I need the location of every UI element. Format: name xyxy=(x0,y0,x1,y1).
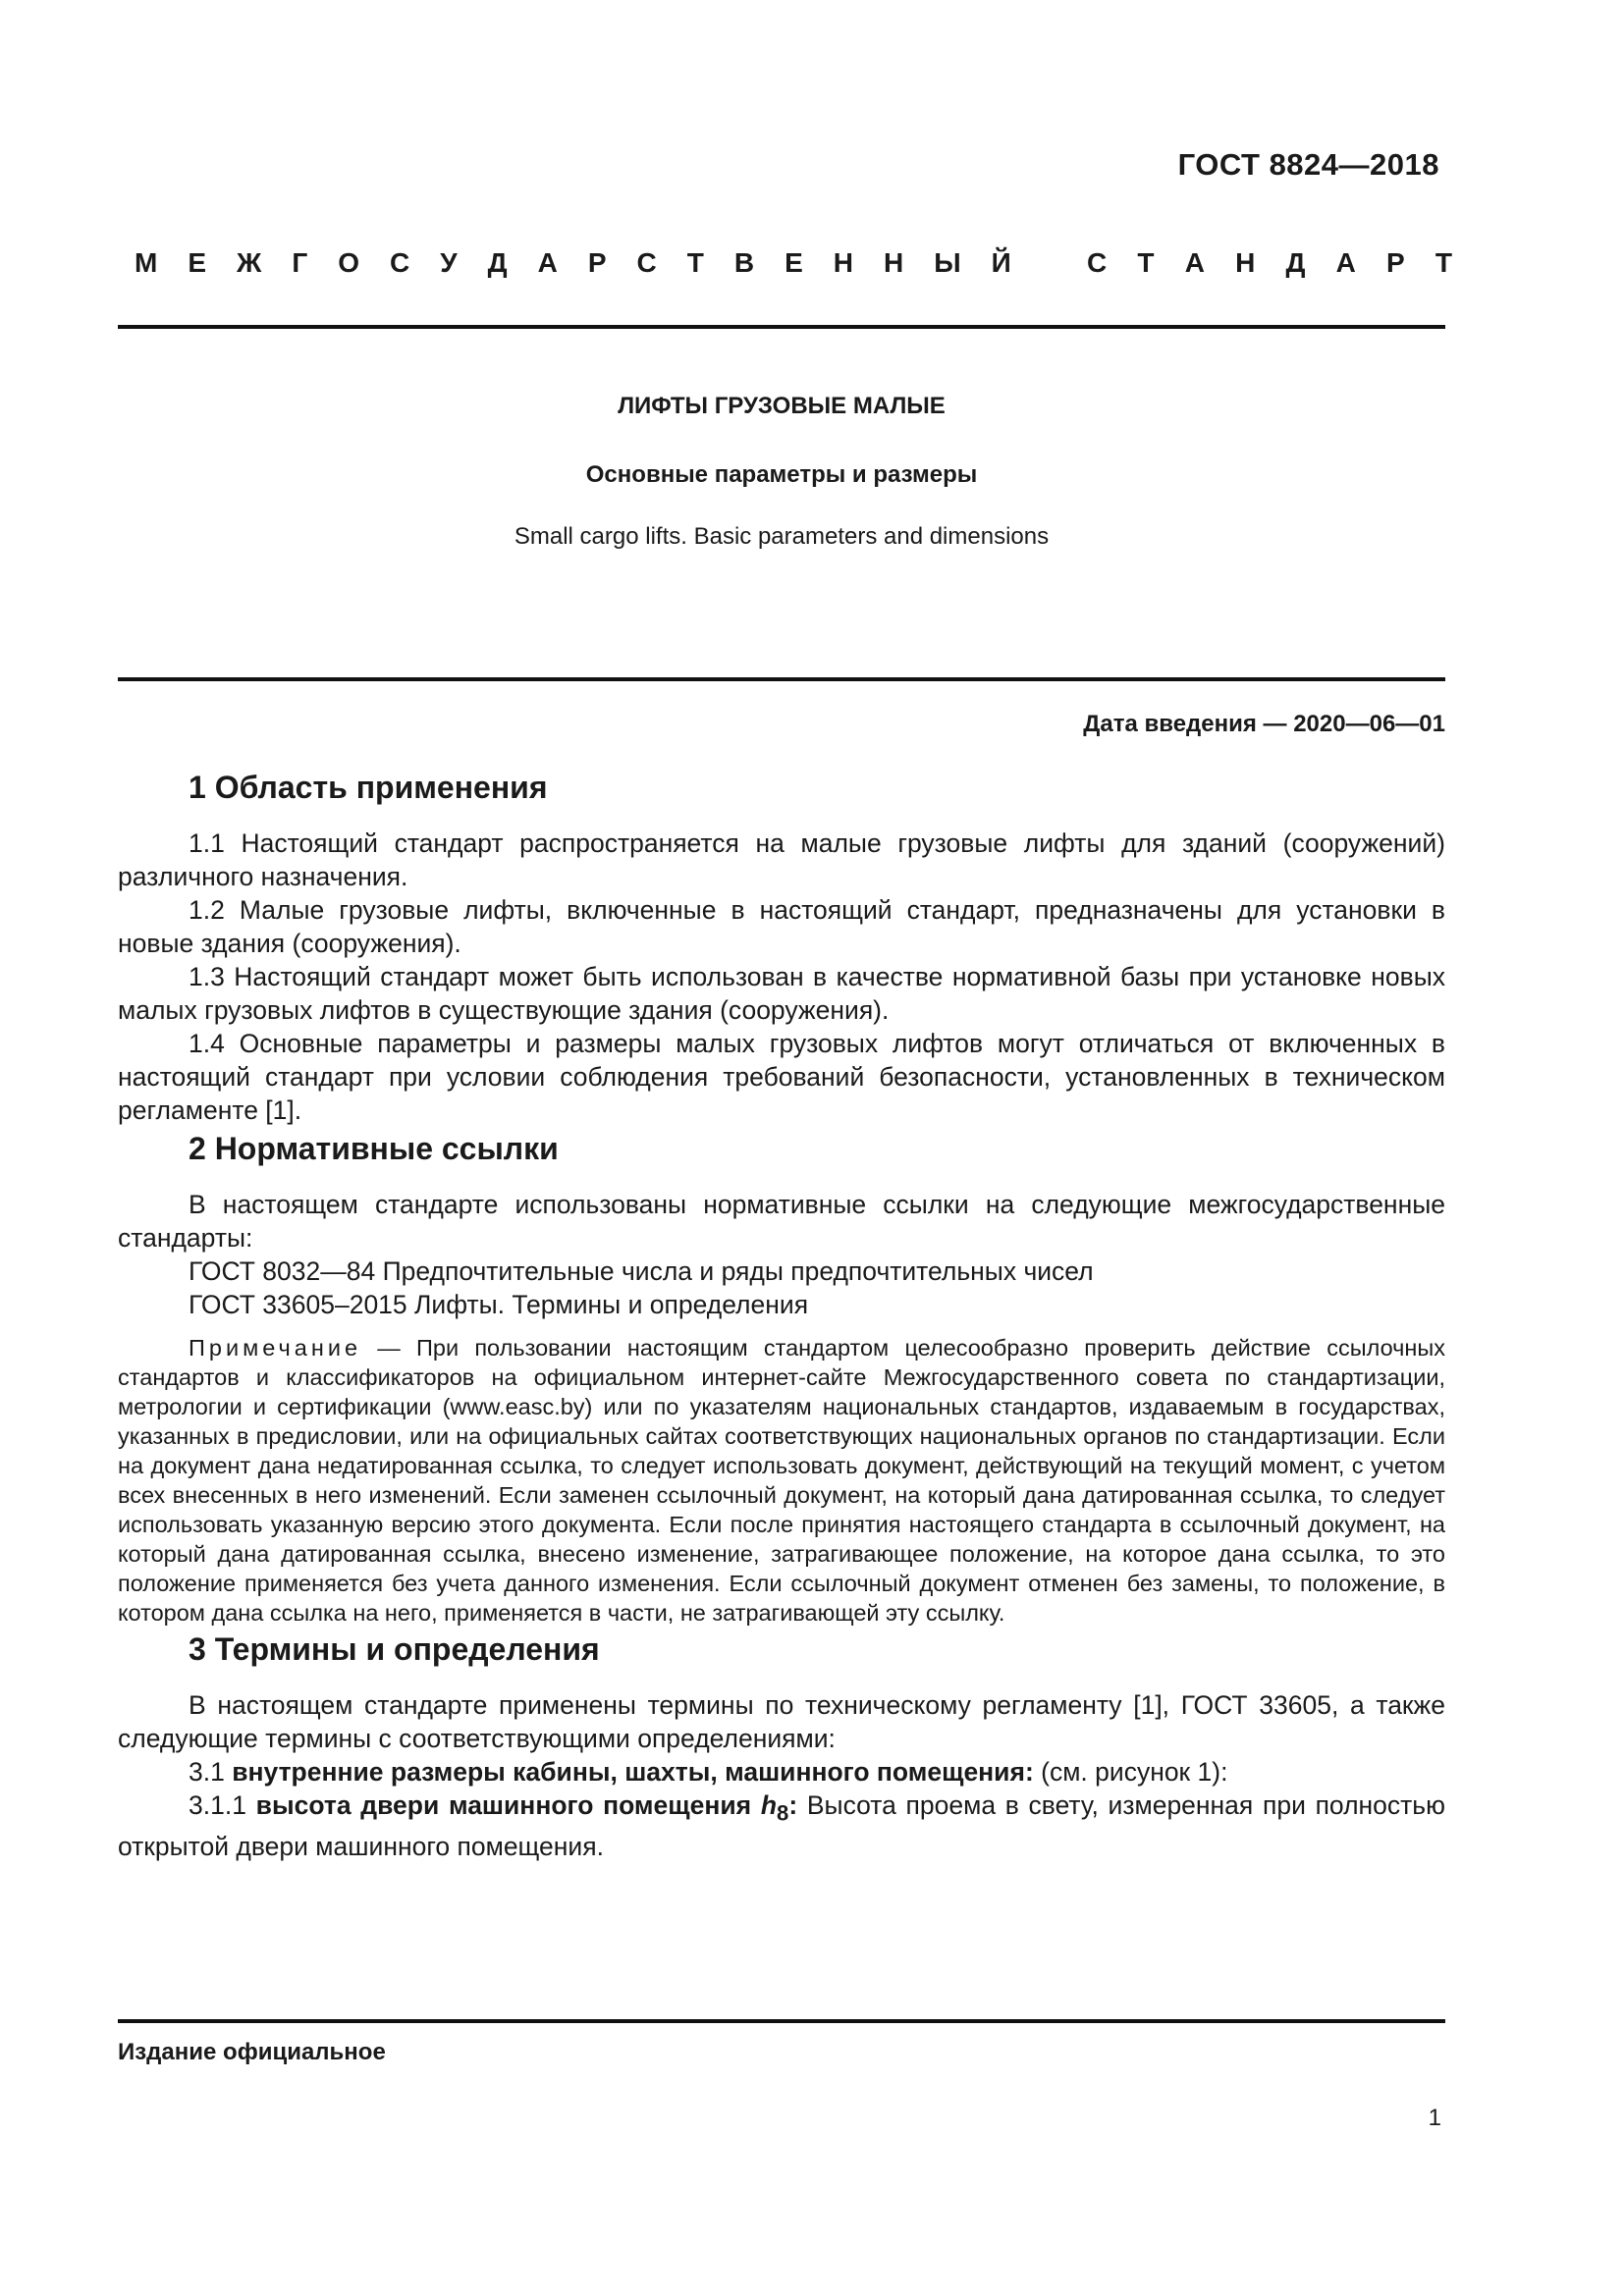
clause-3-1-definition: (см. рисунок 1): xyxy=(1033,1757,1228,1787)
banner-letter: Т xyxy=(1137,247,1155,278)
banner-letter: М xyxy=(135,247,158,278)
banner-letter: Т xyxy=(686,247,704,278)
footer-divider xyxy=(118,2019,1445,2023)
banner-letter: Р xyxy=(587,247,607,278)
section-2-intro: В настоящем стандарте использованы нормативные ссылки на следующие межгосударственные стандарты: xyxy=(118,1190,1445,1253)
banner-letter: С xyxy=(1087,247,1108,278)
clause-3-1-term: внутренние размеры кабины, шахты, машинного помещения: xyxy=(232,1757,1034,1787)
section-2-heading: 2 Нормативные ссылки xyxy=(189,1131,559,1166)
section-1-heading: 1 Область применения xyxy=(189,770,548,805)
banner-letter: С xyxy=(389,247,410,278)
document-title: ЛИФТЫ ГРУЗОВЫЕ МАЛЫЕ xyxy=(618,393,946,419)
document-subtitle: Основные параметры и размеры xyxy=(585,461,978,488)
note-label: Примечание xyxy=(189,1335,362,1361)
note-paragraph xyxy=(118,1333,1445,1628)
banner-letter: Г xyxy=(292,247,308,278)
symbol-subscript: 8 xyxy=(777,1800,789,1826)
clause-1-3: 1.3 Настоящий стандарт может быть использован в качестве нормативной базы при установке новых малых грузовых лифтов в существующие здания (сооружения). xyxy=(118,962,1445,1025)
banner-letter: А xyxy=(1335,247,1356,278)
banner-letter: Р xyxy=(1386,247,1405,278)
banner-letter: О xyxy=(338,247,359,278)
standard-type-banner xyxy=(135,247,1452,279)
note-block xyxy=(118,1333,1445,1628)
term-colon: : xyxy=(788,1790,798,1820)
note-text: — При пользовании настоящим стандартом целесообразно проверить действие ссылочных стандартов и классификаторов на официальном интернет-сайте Межгосударственного совета по стандартизации, метрологии и сертификации (www.easc.by) или по указателям национальных стандартов, издаваемым в государствах, указанных в предисловии, или на официальных сайтах соответствующих национальных органов по стандартизации. Если на документ дана недатированная ссылка, то следует использовать документ, действующий на текущий момент, с учетом всех внесенных в него изменений. Если заменен ссылочный документ, на который дана датированная ссылка, то следует использовать указанную версию этого документа. Если после принятия настоящего стандарта в ссылочный документ, на который дана датированная ссылка, внесено изменение, затрагивающее положение, на которое дана ссылка, то это положение применяется без учета данного изменения. Если ссылочный документ отменен без замены, то положение, в котором дана ссылка на него, применяется в части, не затрагивающей эту ссылку. xyxy=(118,1335,1445,1626)
section-3-intro: В настоящем стандарте применены термины по техническому регламенту [1], ГОСТ 33605, а также следующие термины с соответствующими определениями: xyxy=(118,1690,1445,1753)
introduction-date: Дата введения — 2020—06—01 xyxy=(1083,711,1445,737)
banner-word-interstate xyxy=(135,247,1011,279)
document-body xyxy=(118,766,1445,1863)
document-code: ГОСТ 8824—2018 xyxy=(1177,147,1439,182)
section-3-heading: 3 Термины и определения xyxy=(189,1631,600,1667)
banner-letter: Д xyxy=(487,247,508,278)
clause-3-1-1-definition: Высота проема в свету, измеренная при полностью открытой двери машинного помещения. xyxy=(118,1790,1445,1862)
banner-letter: Н xyxy=(833,247,854,278)
normative-reference: ГОСТ 33605–2015 Лифты. Термины и определения xyxy=(189,1290,809,1319)
banner-letter: Т xyxy=(1435,247,1452,278)
banner-letter: Е xyxy=(785,247,803,278)
banner-letter: А xyxy=(537,247,558,278)
normative-reference: ГОСТ 8032—84 Предпочтительные числа и ряды предпочтительных чисел xyxy=(189,1256,1094,1286)
clause-3-1 xyxy=(118,1755,1445,1789)
clause-3-1-number: 3.1 xyxy=(189,1757,225,1787)
top-divider xyxy=(118,325,1445,329)
banner-letter: Ж xyxy=(237,247,262,278)
banner-letter: В xyxy=(733,247,755,278)
banner-letter: Й xyxy=(991,247,1011,278)
document-title-english: Small cargo lifts. Basic parameters and dimensions xyxy=(514,523,1050,550)
symbol-h: h xyxy=(760,1790,778,1820)
clause-1-4: 1.4 Основные параметры и размеры малых грузовых лифтов могут отличаться от включенных в настоящий стандарт при условии соблюдения требований безопасности, установленных в техническом регламенте [1]. xyxy=(118,1029,1445,1125)
clause-3-1-1 xyxy=(118,1789,1445,1863)
banner-letter: У xyxy=(440,247,458,278)
page-number: 1 xyxy=(1428,2105,1441,2131)
banner-word-standard xyxy=(1087,247,1452,279)
banner-letter: Д xyxy=(1285,247,1306,278)
title-divider xyxy=(118,677,1445,681)
clause-1-1: 1.1 Настоящий стандарт распространяется на малые грузовые лифты для зданий (сооружений) различного назначения. xyxy=(118,828,1445,891)
banner-letter: С xyxy=(636,247,657,278)
clause-3-1-1-number: 3.1.1 xyxy=(189,1790,246,1820)
clause-3-1-1-term: высота двери машинного помещения xyxy=(255,1790,752,1820)
clause-1-2: 1.2 Малые грузовые лифты, включенные в настоящий стандарт, предназначены для установки в новые здания (сооружения). xyxy=(118,895,1445,958)
banner-letter: Н xyxy=(1235,247,1256,278)
official-edition-label: Издание официальное xyxy=(118,2039,386,2065)
banner-letter: Е xyxy=(188,247,207,278)
banner-letter: Ы xyxy=(934,247,961,278)
banner-letter: А xyxy=(1184,247,1205,278)
banner-letter: Н xyxy=(884,247,904,278)
